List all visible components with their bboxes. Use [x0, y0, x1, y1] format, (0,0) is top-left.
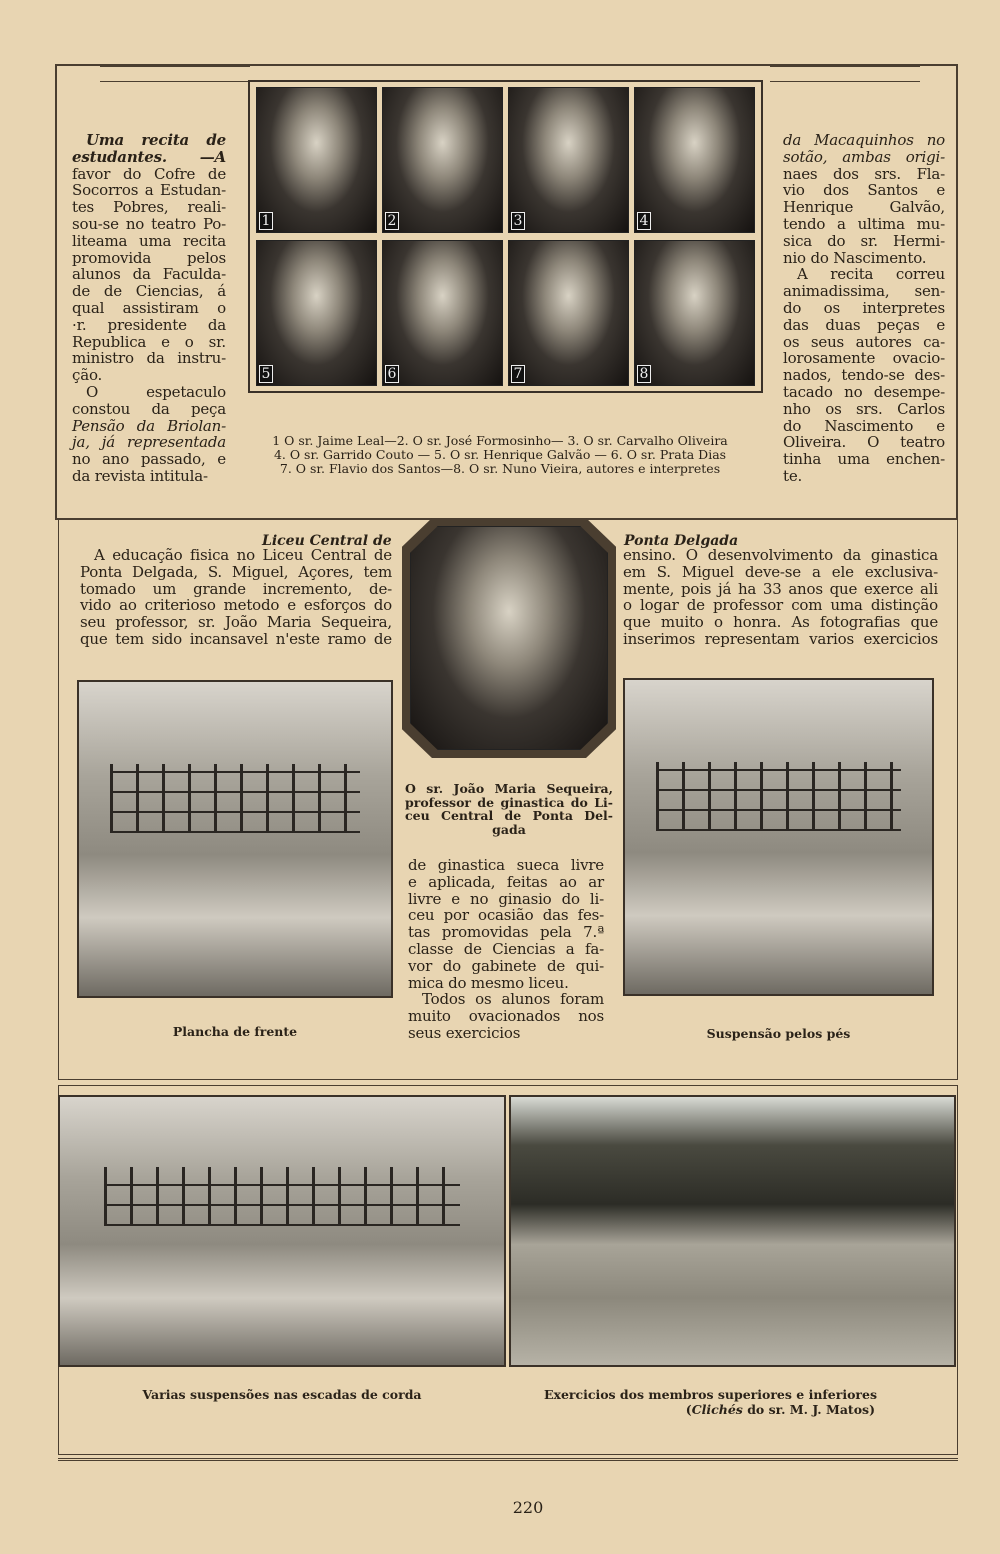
student-portrait: [508, 87, 629, 233]
portrait-caption: [240, 434, 760, 476]
caption-line: O sr. João Maria Sequeira,: [405, 781, 613, 796]
photo-plancha-de-frente: [77, 680, 393, 998]
student-portrait: [382, 240, 503, 386]
top-right-column: [783, 132, 945, 485]
text-line: favor do Cofre de: [72, 164, 226, 183]
credit-rest: do sr. M. J. Matos): [742, 1402, 875, 1417]
text-line: animadissima, sen-: [783, 282, 945, 301]
portrait-number: 4: [637, 212, 651, 230]
text-line: ceu por ocasião das fes-: [408, 906, 604, 925]
liceu-right-text: [623, 547, 938, 648]
caption-line: gada: [492, 821, 526, 837]
text-line: vido ao criterioso metodo e esforços do: [80, 596, 392, 615]
portrait-number: 3: [511, 212, 525, 230]
caption-line: 1 O sr. Jaime Leal—2. O sr. José Formosinho— 3. O sr. Carvalho Oliveira: [272, 433, 728, 448]
text-line: que muito o honra. As fotografias que: [623, 613, 938, 632]
text-line: qual assistiram o: [72, 298, 226, 317]
page-number: 220: [512, 1498, 544, 1517]
text-line: Ponta Delgada, S. Miguel, Açores, tem: [80, 562, 392, 581]
text-line: Uma recita de: [86, 131, 226, 149]
text-line: te.: [783, 466, 803, 485]
credit-prefix: (: [685, 1402, 692, 1417]
text-line: tas promovidas pela 7.ª: [408, 923, 604, 942]
text-line: do os interpretes: [783, 298, 945, 317]
text-line: classe de Ciencias a fa-: [408, 939, 604, 958]
photo-exercicios-membros: [509, 1095, 956, 1367]
text-line: nio do Nascimento.: [783, 248, 927, 267]
text-line: A educação fisica no Liceu Central de: [94, 546, 392, 564]
text-line: tomado um grande incremento, de-: [80, 579, 392, 598]
text-line: mica do mesmo liceu.: [408, 973, 569, 992]
text-line: de de Ciencias, á: [72, 282, 226, 301]
text-line: de ginastica sueca livre: [408, 856, 604, 874]
text-line: Oliveira. O teatro: [783, 433, 945, 452]
caption-line: professor de ginastica do Li-: [405, 794, 613, 810]
text-line: tendo a ultima mu-: [783, 214, 945, 233]
text-line: no ano passado, e: [72, 450, 226, 469]
text-line: nados, tendo-se des-: [783, 366, 945, 385]
student-portrait: [634, 87, 755, 233]
top-left-column: [72, 132, 226, 485]
photo-suspensoes-escadas: [58, 1095, 506, 1367]
text-line: estudantes. —A: [72, 147, 226, 166]
text-line: das duas peças e: [783, 315, 945, 334]
student-portrait: [256, 240, 377, 386]
professor-portrait-photo: [410, 526, 608, 750]
text-line: tinha uma enchen-: [783, 450, 945, 469]
text-line: da revista intitula-: [72, 466, 208, 485]
text-line: livre e no ginasio do li-: [408, 889, 604, 908]
caption-exercicios-membros: Exercicios dos membros superiores e inferiores: [543, 1387, 877, 1402]
portrait-number: 5: [259, 365, 273, 383]
text-line: Socorros a Estudan-: [72, 181, 226, 200]
bottom-rule: [58, 1458, 958, 1461]
portrait-number: 6: [385, 365, 399, 383]
caption-line: ceu Central de Ponta Del-: [405, 808, 613, 823]
text-line: nho os srs. Carlos: [783, 399, 945, 418]
text-line: promovida pelos: [72, 248, 226, 267]
text-line: naes dos srs. Fla-: [783, 164, 945, 183]
ornament-border-top-right: [770, 64, 920, 82]
text-line: do Nascimento e: [783, 416, 945, 435]
text-line: e aplicada, feitas ao ar: [408, 872, 604, 891]
text-line: lorosamente ovacio-: [783, 349, 945, 368]
text-line: Henrique Galvão,: [783, 198, 945, 217]
liceu-center-text: [408, 857, 604, 1042]
portrait-number: 8: [637, 365, 651, 383]
student-portrait: [634, 240, 755, 386]
photo-suspensao-pelos-pes: [623, 678, 934, 996]
text-line: seu professor, sr. João Maria Sequeira,: [80, 613, 392, 632]
text-line: sica do sr. Hermi-: [783, 231, 945, 250]
credit-cliches: Clichés: [691, 1402, 743, 1417]
text-line: O espetaculo: [86, 382, 226, 401]
text-line: ção.: [72, 366, 103, 385]
portrait-grid: [248, 80, 763, 393]
caption-suspensoes-escadas: Varias suspensões nas escadas de corda: [142, 1387, 422, 1402]
portrait-number: 1: [259, 212, 273, 230]
text-line: Todos os alunos foram: [422, 990, 604, 1009]
text-line: tes Pobres, reali-: [72, 198, 226, 217]
text-line: da Macaquinhos no: [783, 131, 945, 149]
student-portrait: [508, 240, 629, 386]
caption-line: 7. O sr. Flavio dos Santos—8. O sr. Nuno Vieira, autores e interpretes: [279, 461, 721, 476]
portrait-number: 2: [385, 212, 399, 230]
professor-caption: [405, 782, 613, 836]
text-line: Pensão da Briolan-: [72, 416, 226, 435]
caption-line: 4. O sr. Garrido Couto — 5. O sr. Henrique Galvão — 6. O sr. Prata Dias: [273, 447, 727, 462]
portrait-number: 7: [511, 365, 525, 383]
text-line: sou-se no teatro Po-: [72, 214, 226, 233]
caption-suspensao-pelos-pes: Suspensão pelos pés: [706, 1026, 851, 1041]
liceu-left-text: [80, 547, 392, 648]
text-line: em S. Miguel deve-se a ele exclusiva-: [623, 562, 938, 581]
text-line: Republica e o sr.: [72, 332, 226, 351]
text-line: os seus autores ca-: [783, 332, 945, 351]
text-line: mente, pois já ha 33 anos que exerce ali: [623, 579, 938, 598]
student-portrait: [256, 87, 377, 233]
text-line: muito ovacionados nos: [408, 1007, 604, 1026]
text-line: que tem sido incansavel n'este ramo de: [80, 629, 392, 648]
text-line: ·r. presidente da: [72, 315, 226, 334]
text-line: o logar de professor com uma distinção: [623, 596, 938, 615]
ornament-border-top: [100, 64, 250, 82]
text-line: seus exercicios: [408, 1023, 521, 1042]
text-line: liteama uma recita: [72, 231, 226, 250]
text-line: constou da peça: [72, 399, 226, 418]
student-portrait: [382, 87, 503, 233]
text-line: vor do gabinete de qui-: [408, 956, 604, 975]
text-line: sotão, ambas origi-: [783, 147, 945, 166]
text-line: ja, já representada: [72, 433, 226, 452]
text-line: tacado no desempe-: [783, 382, 945, 401]
caption-plancha-de-frente: Plancha de frente: [172, 1024, 298, 1039]
text-line: vio dos Santos e: [783, 181, 945, 200]
text-line: A recita correu: [797, 265, 945, 284]
text-line: ensino. O desenvolvimento da ginastica: [623, 546, 938, 564]
text-line: inserimos representam varios exercicios: [623, 629, 938, 648]
photo-credit: [505, 1403, 875, 1417]
text-line: ministro da instru-: [72, 349, 226, 368]
text-line: alunos da Faculda-: [72, 265, 226, 284]
heading-liceu-central: Liceu Central de: [262, 533, 392, 549]
heading-ponta-delgada: Ponta Delgada: [624, 533, 739, 549]
